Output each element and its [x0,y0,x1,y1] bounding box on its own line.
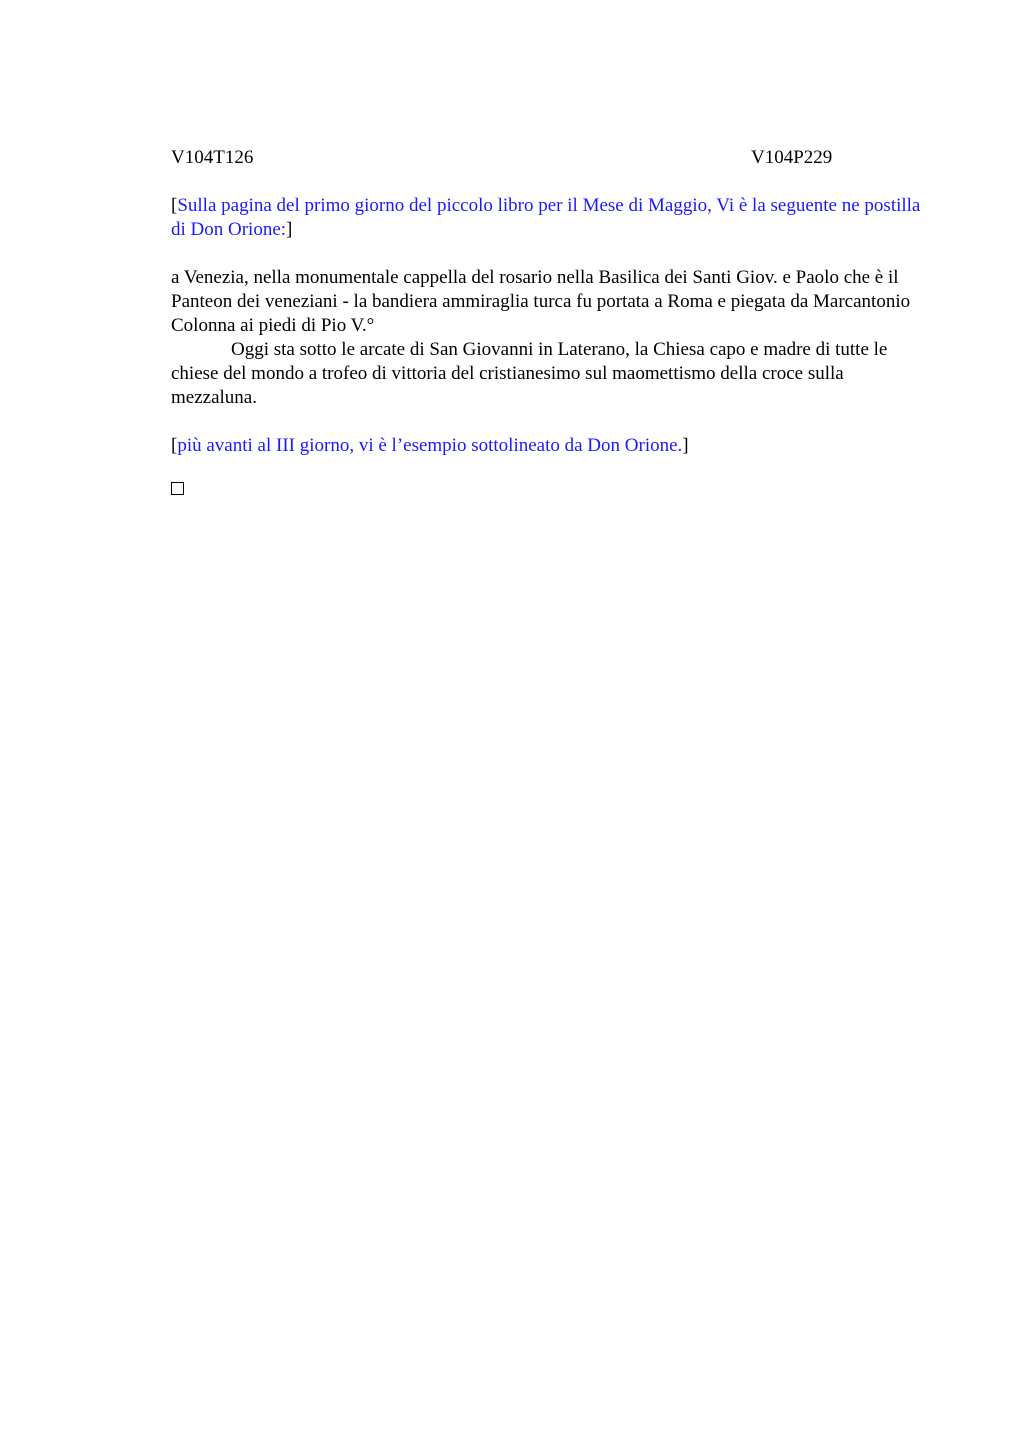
editorial-note-text: più avanti al III giorno, vi è l’esempio sottolineato da Don Orione. [177,435,683,456]
bracket-open: [ [171,195,178,216]
checkbox-square-icon [171,482,184,495]
bracket-close: ] [286,219,293,240]
document-code-right: V104P229 [751,147,833,168]
editorial-note-text: Sulla pagina del primo giorno del piccolo libro per il Mese di Maggio, Vi è la seguente ne postilla di Don Orione: [171,195,921,240]
document-page [171,146,931,495]
bracket-close: ] [682,435,689,456]
editorial-note-1 [171,194,931,242]
document-body [171,266,931,410]
page-header [171,146,931,170]
document-code-left: V104T126 [171,147,254,168]
body-paragraph-1: a Venezia, nella monumentale cappella del rosario nella Basilica dei Santi Giov. e Paolo che è il Panteon dei veneziani - la bandiera ammiraglia turca fu portata a Roma e piegata da Marcantonio Colonna ai piedi di Pio V.° [171,267,911,336]
body-paragraph-2: Oggi sta sotto le arcate di San Giovanni in Laterano, la Chiesa capo e madre di tutte le chiese del mondo a trofeo di vittoria del cristianesimo sul maomettismo della croce sulla mezzaluna. [171,339,888,408]
bracket-open: [ [171,435,178,456]
editorial-note-2 [171,434,931,458]
